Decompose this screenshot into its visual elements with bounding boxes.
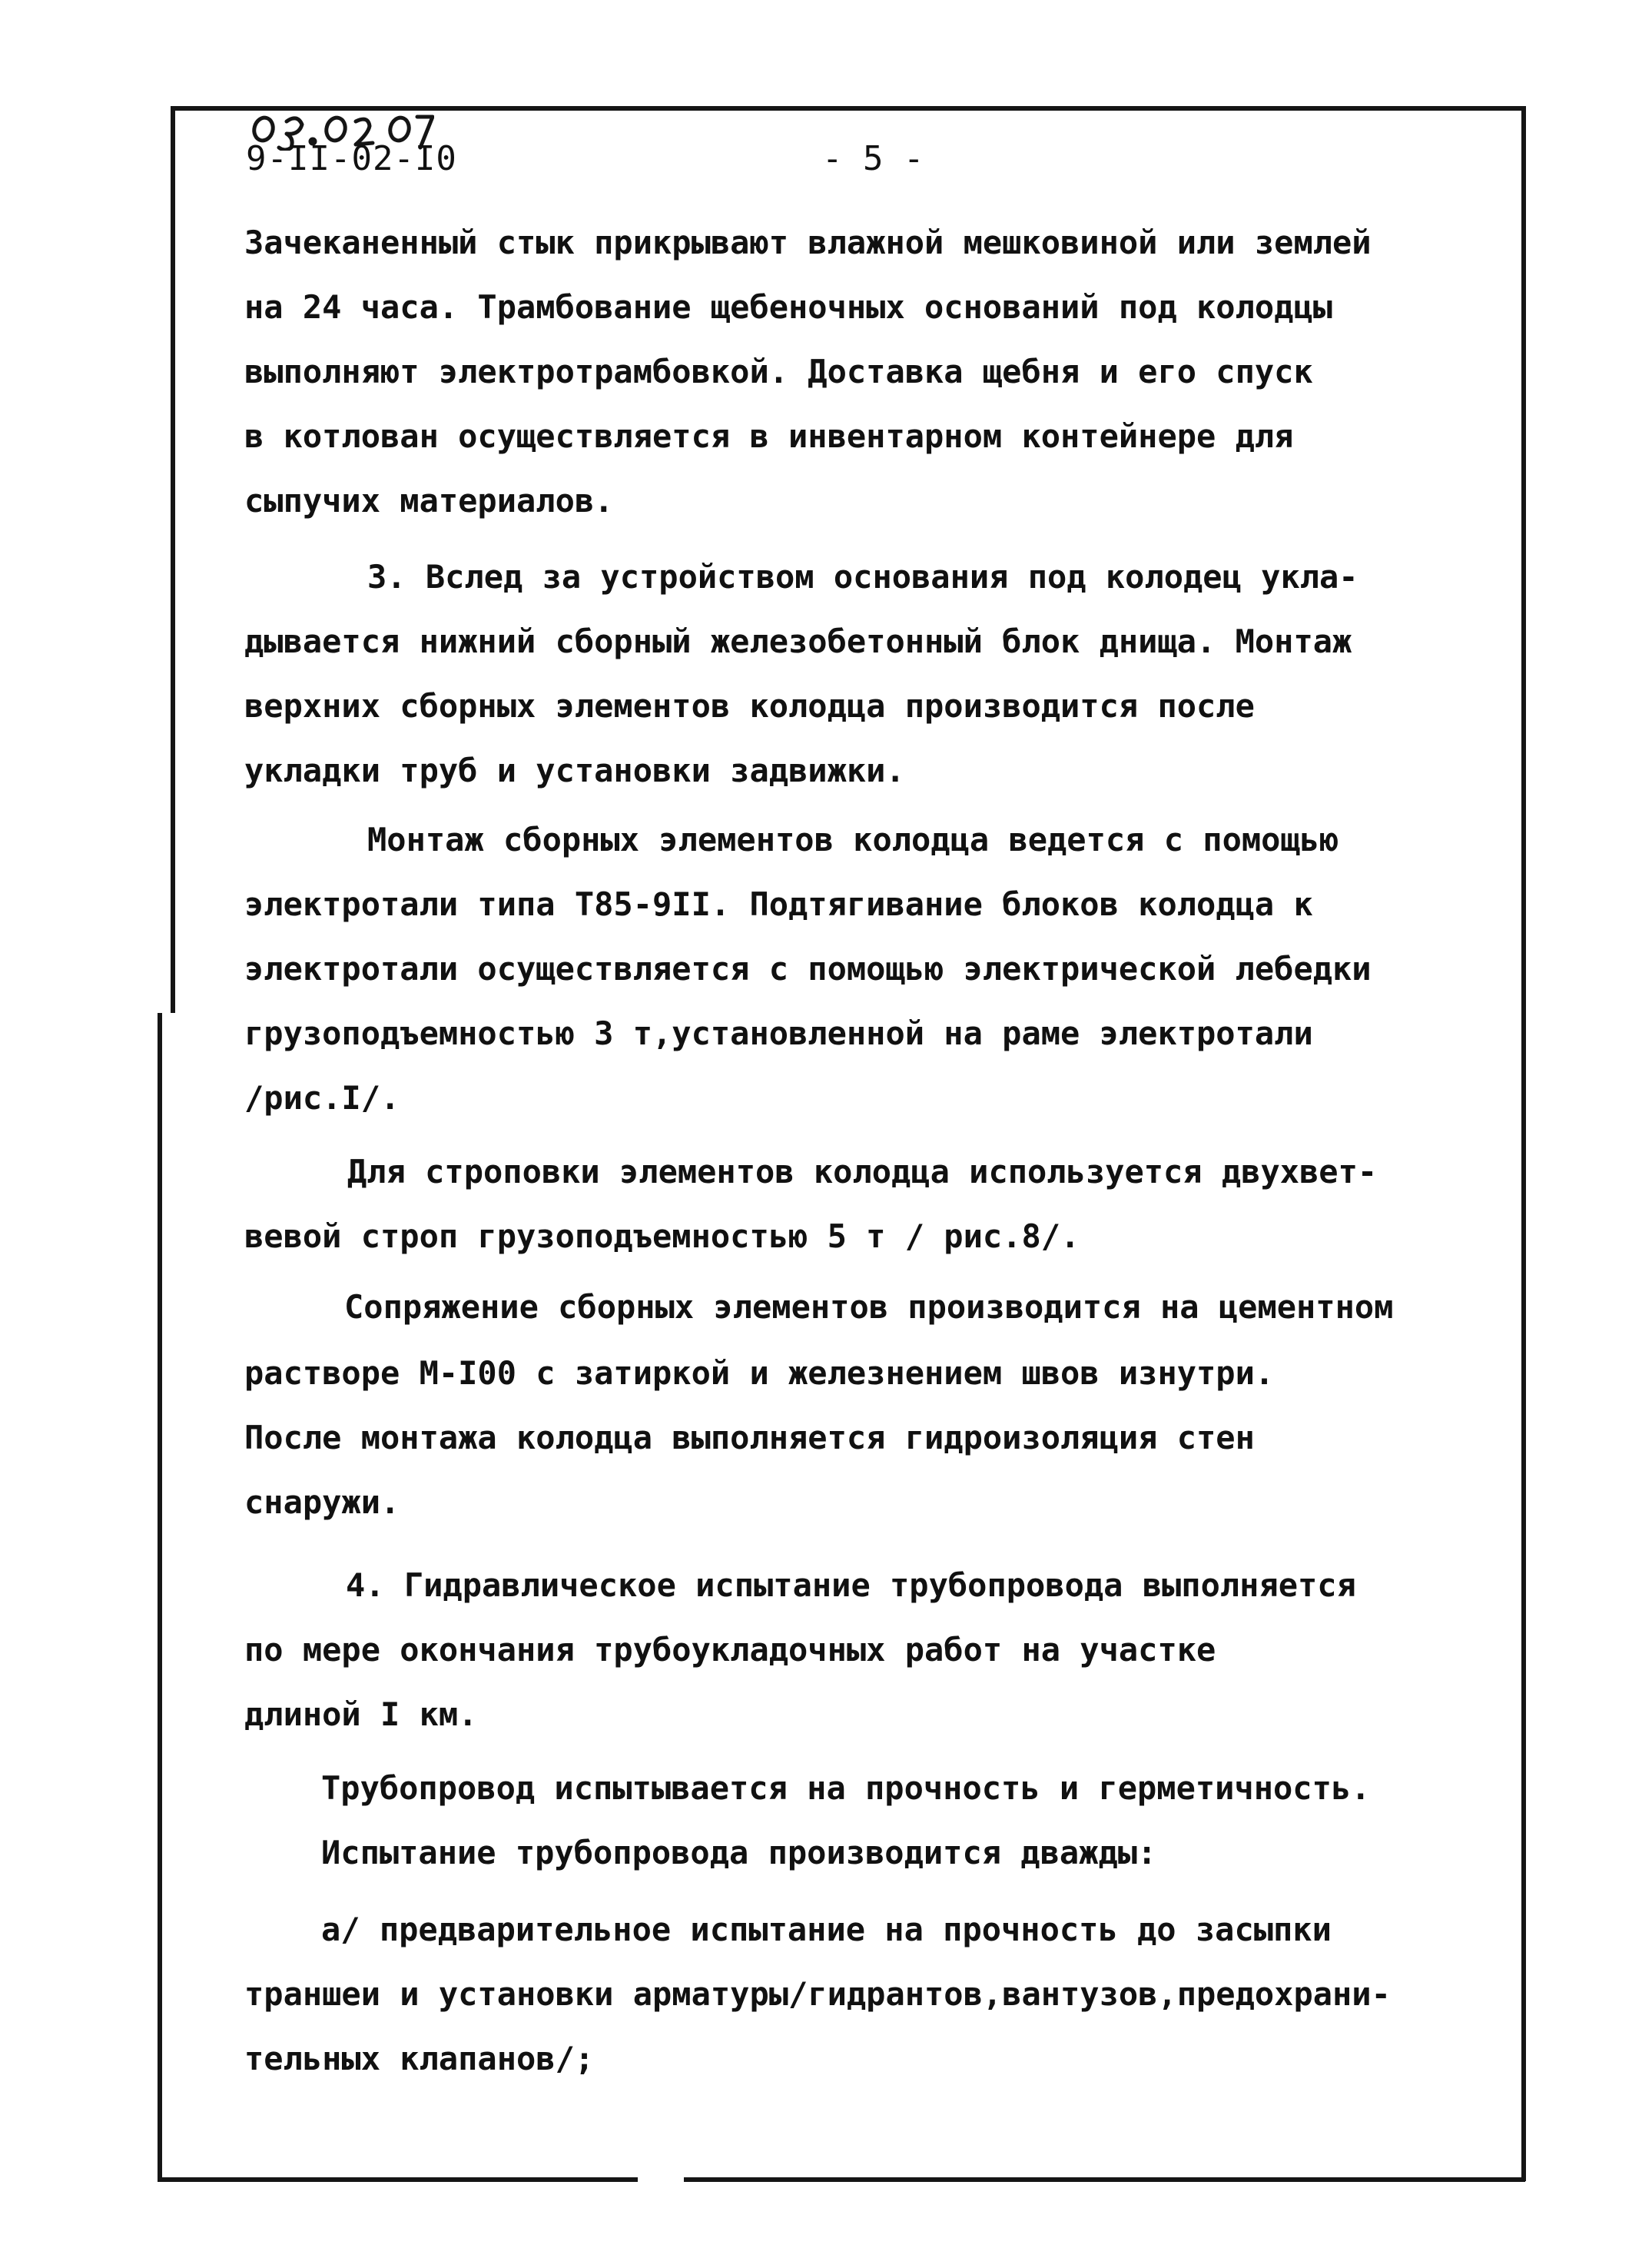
body-line-17: Сопряжение сборных элементов производится на цементном [344, 1288, 1394, 1326]
body-line-22: по мере окончания трубоукладочных работ на участке [244, 1631, 1216, 1669]
body-line-28: тельных клапанов/; [244, 2040, 595, 2077]
body-line-10: Монтаж сборных элементов колодца ведется с помощью [367, 821, 1339, 858]
body-line-27: траншеи и установки арматуры/гидрантов,вантузов,предохрани- [244, 1975, 1391, 2013]
body-line-1: Зачеканенный стык прикрывают влажной мешковиной или землей [244, 224, 1372, 261]
frame-gap [638, 2172, 684, 2187]
frame-border-left-lower [158, 1013, 162, 2182]
body-line-20: снаружи. [244, 1483, 400, 1521]
body-line-18: растворе М-I00 с затиркой и железнением швов изнутри. [244, 1354, 1275, 1392]
frame-border-bottom [158, 2177, 1525, 2182]
document-code: 9-II-02-I0 [246, 139, 457, 178]
body-line-25: Испытание трубопровода производится дважды: [321, 1834, 1157, 1871]
body-line-16: вевой строп грузоподъемностью 5 т / рис.8/. [244, 1217, 1080, 1255]
body-line-3: выполняют электротрамбовкой. Доставка щебня и его спуск [244, 353, 1313, 390]
body-line-14: /рис.I/. [244, 1079, 400, 1117]
body-line-24: Трубопровод испытывается на прочность и герметичность. [321, 1769, 1371, 1807]
body-line-7: дывается нижний сборный железобетонный блок днища. Монтаж [244, 623, 1352, 660]
body-line-26: а/ предварительное испытание на прочность до засыпки [321, 1911, 1332, 1948]
body-line-23: длиной I км. [244, 1695, 478, 1733]
page-number: - 5 - [822, 139, 924, 178]
body-line-8: верхних сборных элементов колодца производится после [244, 687, 1255, 725]
frame-border-right [1521, 106, 1526, 2181]
body-line-19: После монтажа колодца выполняется гидроизоляция стен [244, 1419, 1255, 1456]
frame-border-left [171, 106, 175, 1013]
body-line-2: на 24 часа. Трамбование щебеночных оснований под колодцы [244, 288, 1333, 326]
body-line-11: электротали типа Т85-9II. Подтягивание блоков колодца к [244, 885, 1313, 923]
body-line-5: сыпучих материалов. [244, 482, 614, 520]
body-line-9: укладки труб и установки задвижки. [244, 752, 905, 789]
body-line-13: грузоподъемностью 3 т,установленной на раме электротали [244, 1014, 1313, 1052]
body-line-12: электротали осуществляется с помощью электрической лебедки [244, 950, 1372, 988]
body-line-15: Для строповки элементов колодца используется двухвет- [347, 1153, 1378, 1190]
body-line-21: 4. Гидравлическое испытание трубопровода выполняется [346, 1566, 1356, 1604]
body-line-4: в котлован осуществляется в инвентарном контейнере для [244, 417, 1294, 455]
body-line-6: 3. Вслед за устройством основания под колодец укла- [367, 558, 1358, 596]
